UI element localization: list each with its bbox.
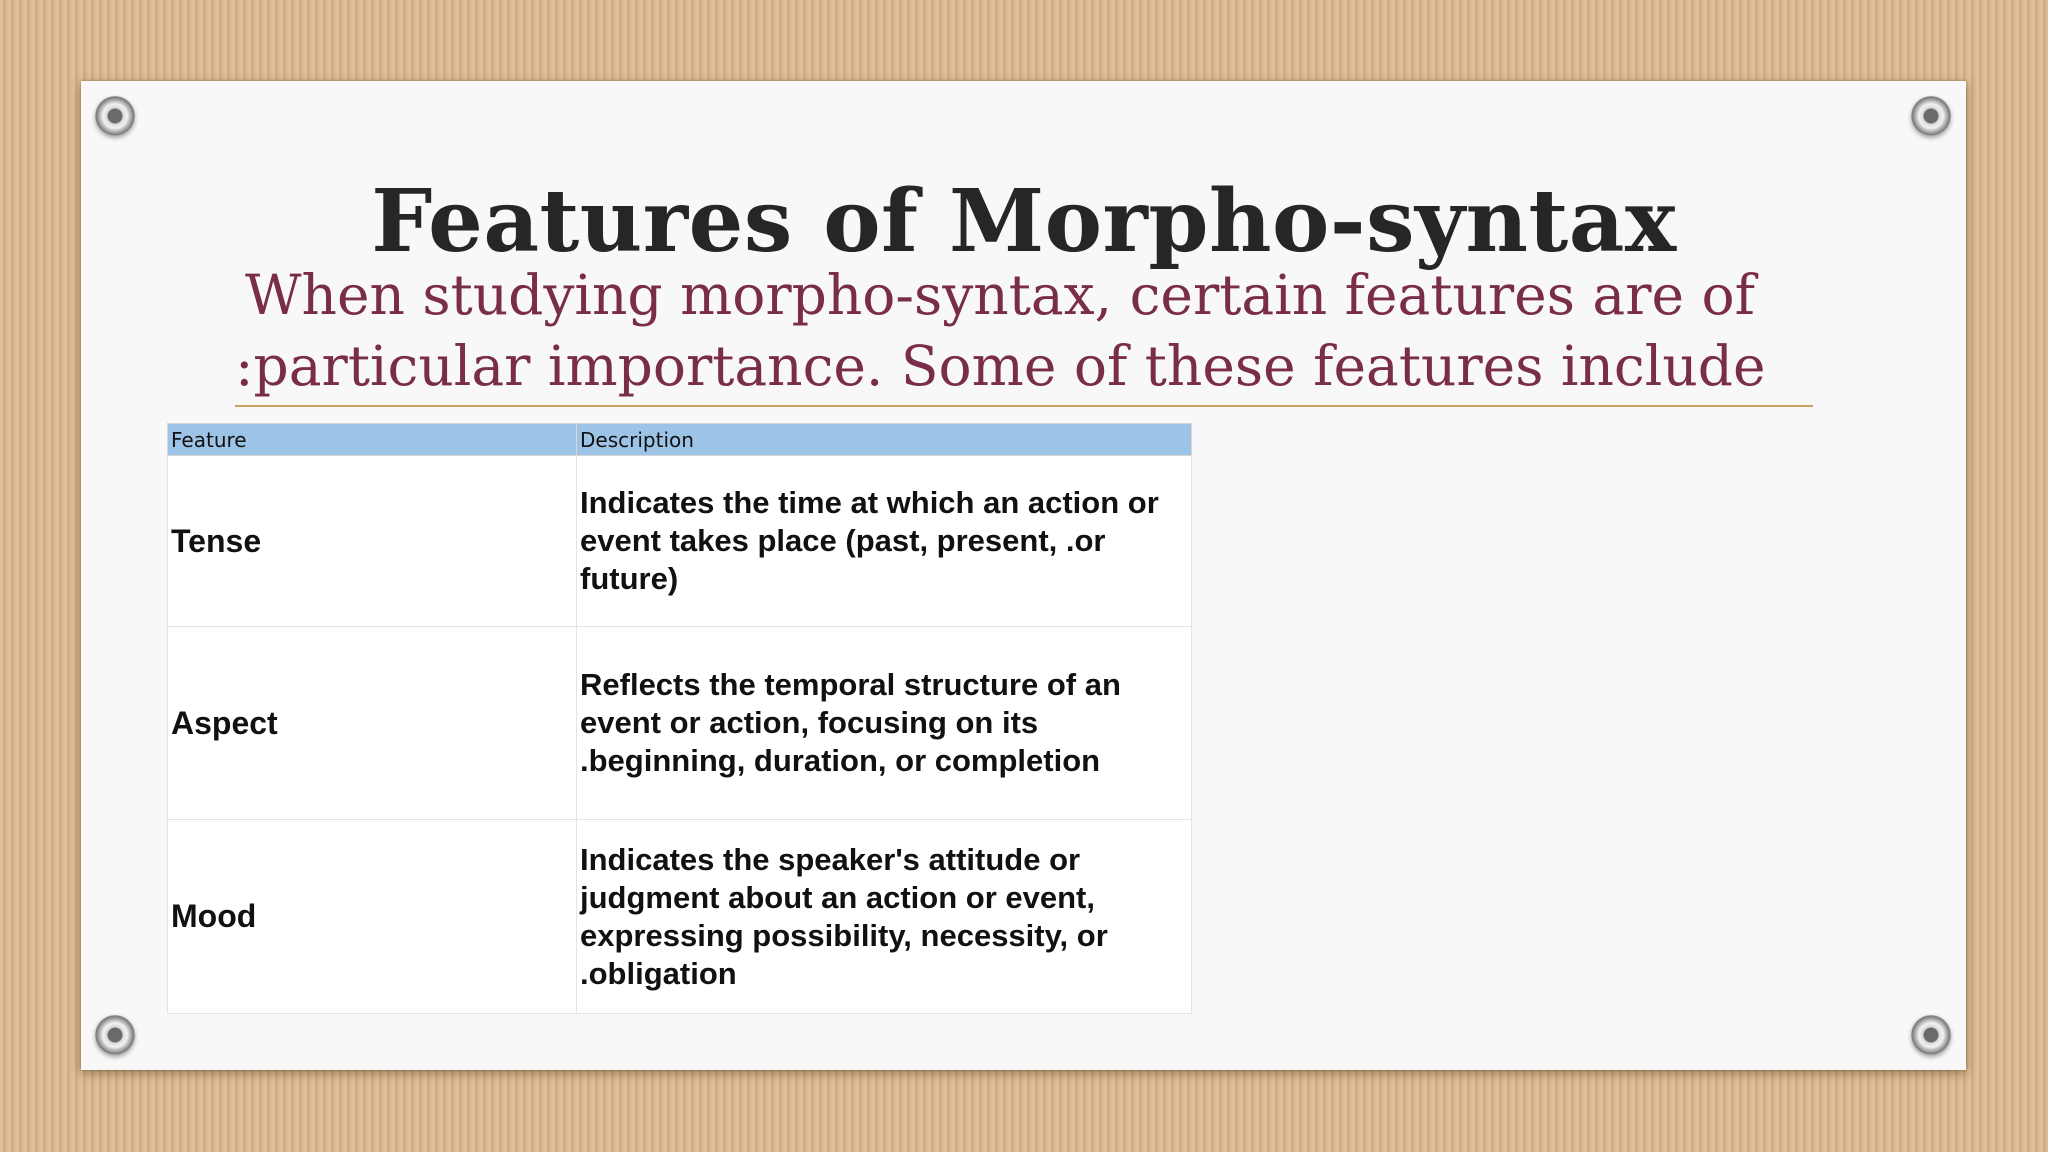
table-row [168, 456, 1192, 627]
slide-title: Features of Morpho-syntax [371, 171, 1677, 272]
intro-line-2: :particular importance. Some of these features include [235, 334, 1766, 398]
header-feature: Feature [168, 424, 577, 456]
header-description: Description [577, 424, 1192, 456]
title-divider [235, 405, 1813, 407]
table-row [168, 627, 1192, 820]
table-header-row [168, 424, 1192, 456]
grommet-top-left [95, 96, 135, 136]
grommet-bottom-left [95, 1015, 135, 1055]
slide-intro [235, 260, 1766, 402]
intro-line-1: When studying morpho-syntax, certain features are of [244, 263, 1755, 327]
grommet-top-right [1911, 96, 1951, 136]
feature-cell: Aspect [168, 627, 577, 820]
grommet-bottom-right [1911, 1015, 1951, 1055]
feature-cell: Mood [168, 820, 577, 1014]
description-cell: Reflects the temporal structure of an event or action, focusing on its .beginning, duration, or completion [577, 627, 1192, 820]
description-cell: Indicates the time at which an action or event takes place (past, present, .or future) [577, 456, 1192, 627]
table-row [168, 820, 1192, 1014]
description-cell: Indicates the speaker's attitude or judgment about an action or event, expressing possibility, necessity, or .obligation [577, 820, 1192, 1014]
feature-cell: Tense [168, 456, 577, 627]
features-table [167, 423, 1192, 1014]
